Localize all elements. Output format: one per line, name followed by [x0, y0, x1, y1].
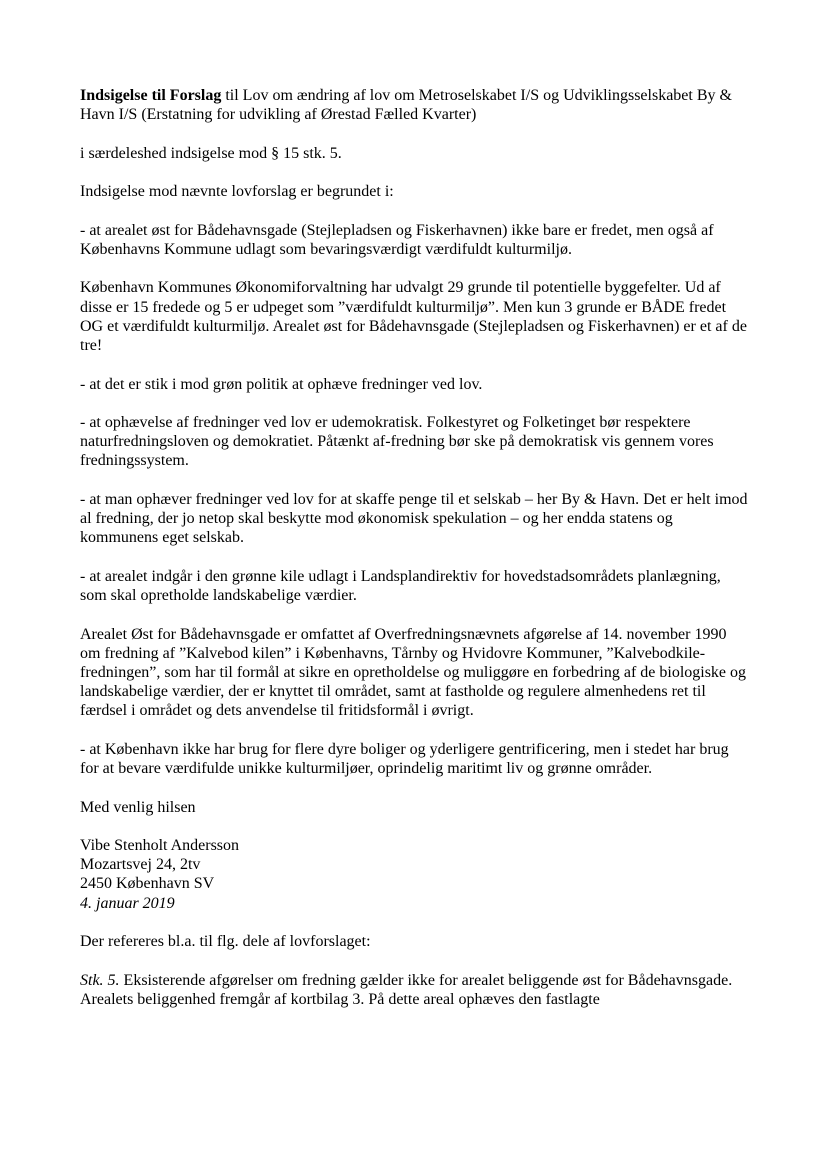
intro-heading: Indsigelse til Forslag	[80, 87, 222, 104]
ground-paragraph: - at arealet indgår i den grønne kile udlagt i Landsplandirektiv for hovedstadsområdets planlægning, som skal opretholde landskabelige værdier.	[80, 567, 721, 605]
ground-paragraph: København Kommunes Økonomiforvaltning har udvalgt 29 grunde til potentielle byggefelter. Ud af disse er 15 fredede og 5 er udpeget som ”værdifuldt kulturmiljø”. Men kun 3 grunde er BÅDE fredet OG et værdifuldt kulturmiljø. Arealet øst for Bådehavnsgade (Stejlepladsen og Fiskerhavnen) er et af de tre!	[80, 279, 747, 355]
ground-paragraph: - at arealet øst for Bådehavnsgade (Stejlepladsen og Fiskerhavnen) ikke bare er fredet, men også af Københavns Kommune udlagt som bevaringsværdigt værdifuldt kulturmiljø.	[80, 221, 714, 258]
references-intro: Der refereres bl.a. til flg. dele af lovforslaget:	[80, 933, 371, 951]
stk-label: Stk. 5.	[80, 971, 120, 989]
intro-paragraph	[80, 86, 750, 124]
grounds-intro: Indsigelse mod nævnte lovforslag er begrundet i:	[80, 183, 394, 201]
ground-paragraph: - at ophævelse af fredninger ved lov er udemokratisk. Folkestyret og Folketinget bør respektere naturfredningsloven og demokratiet. Påtænkt af-fredning bør ske på demokratisk vis gennem vores fredningssystem.	[80, 414, 714, 470]
stk-paragraph	[80, 971, 750, 1009]
sender-street: Mozartsvej 24, 2tv	[80, 856, 201, 874]
ground-paragraph: - at København ikke har brug for flere dyre boliger og yderligere gentrificering, men i stedet har brug for at bevare værdifulde unikke kulturmiljøer, oprindelig maritimt liv og grønne områder.	[80, 740, 729, 778]
ground-paragraph: - at det er stik i mod grøn politik at ophæve fredninger ved lov.	[80, 375, 483, 393]
letter-page	[80, 86, 750, 1009]
intro-text: til Lov om ændring af lov om Metroselskabet I/S og Udviklingsselskabet By & Havn I/S (Erstatning for udvikling af Ørestad Fælled Kvarter)	[80, 87, 732, 124]
closing-greeting: Med venlig hilsen	[80, 798, 196, 816]
stk-text: Eksisterende afgørelser om fredning gælder ikke for arealet beliggende øst for Bådehavnsgade. Arealets beliggenhed fremgår af kortbilag 3. På dette areal ophæves den fastlagte	[80, 971, 733, 1008]
particular-objection: i særdeleshed indsigelse mod § 15 stk. 5.	[80, 144, 342, 162]
letter-date: 4. januar 2019	[80, 894, 175, 912]
sender-address	[80, 836, 750, 894]
ground-paragraph: - at man ophæver fredninger ved lov for at skaffe penge til et selskab – her By & Havn. Det er helt imod al fredning, der jo netop skal beskytte mod økonomisk spekulation – og her endda statens og kommunens eget selskab.	[80, 490, 748, 547]
sender-name: Vibe Stenholt Andersson	[80, 837, 240, 855]
sender-city: 2450 København SV	[80, 875, 215, 893]
ground-paragraph: Arealet Øst for Bådehavnsgade er omfattet af Overfredningsnævnets afgørelse af 14. november 1990 om fredning af ”Kalvebod kilen” i Københavns, Tårnby og Hvidovre Kommuner, ”Kalvebodkile-fredningen”, som har til formål at sikre en opretholdelse og muliggøre en forbedring af de biologiske og landskabelige værdier, der er knyttet til området, samt at fastholde og regulere almenhedens ret til færdsel i området og dets anvendelse til fritidsformål i øvrigt.	[80, 625, 747, 720]
